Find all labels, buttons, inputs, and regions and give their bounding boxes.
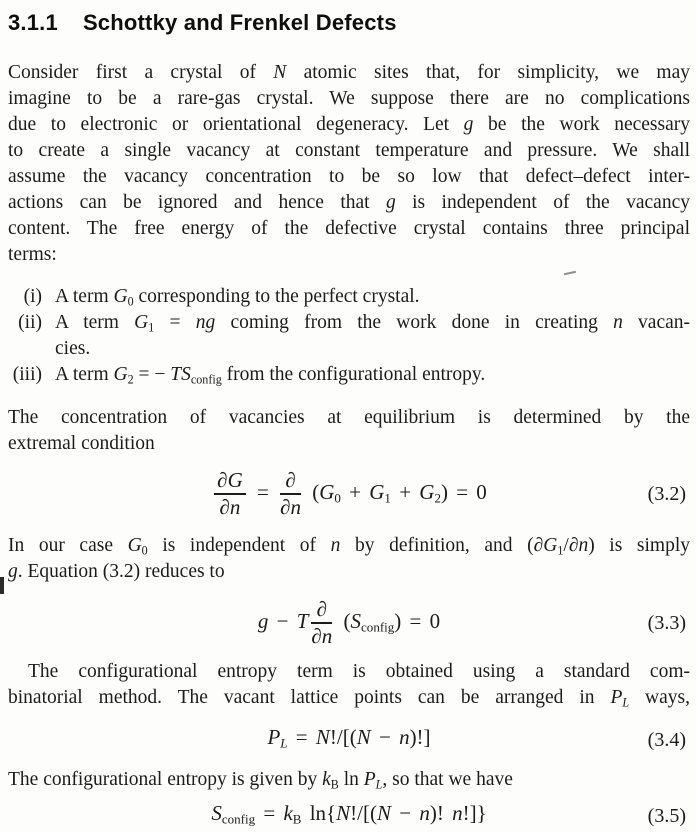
text-segment: )!]	[409, 725, 431, 749]
section-title: Schottky and Frenkel Defects	[82, 10, 397, 35]
math-segment: B	[330, 777, 339, 792]
text-line	[8, 405, 690, 431]
text-segment: be the work necessary	[473, 114, 690, 135]
math-segment: G	[127, 535, 142, 556]
text-segment: A term	[55, 312, 135, 333]
scan-artifact	[0, 577, 4, 594]
text-segment: ) = 0	[440, 479, 487, 504]
math-segment: 1	[148, 320, 155, 335]
text-segment: cies.	[55, 338, 91, 359]
text-segment: =	[248, 479, 278, 504]
math-segment: 1	[557, 543, 564, 558]
text-segment: The configurational entropy is given by	[8, 768, 323, 790]
text-line	[8, 767, 690, 793]
text-segment: =	[287, 725, 316, 749]
equation-3-3	[8, 595, 690, 651]
list-item-label: (iii)	[12, 364, 42, 385]
list-item	[8, 284, 690, 310]
text-segment: !]}	[462, 800, 487, 825]
text-segment: coming from the work done in creating	[215, 312, 614, 333]
math-segment: n	[452, 800, 463, 825]
text-segment: to create a single vacancy at constant temperature and pressure. We shall	[8, 140, 690, 161]
math-segment: G	[227, 467, 243, 492]
text-segment: ∂	[280, 495, 291, 519]
paragraph-intro	[8, 60, 690, 268]
math-segment: 2	[434, 490, 441, 506]
math-segment: N	[273, 62, 287, 83]
text-line	[8, 431, 690, 457]
text-segment: ln{	[301, 800, 337, 825]
math-segment: g	[8, 561, 18, 582]
section-heading	[8, 8, 690, 36]
math-segment: config	[190, 372, 222, 387]
math-segment: T	[296, 608, 309, 633]
text-line	[8, 533, 690, 559]
math-segment: L	[280, 735, 288, 751]
text-line	[8, 86, 690, 112]
list-item-label: (ii)	[18, 312, 42, 333]
section-number: 3.1.1	[8, 10, 58, 35]
math-segment: 0	[141, 543, 148, 558]
text-segment: ln	[338, 768, 364, 790]
equation-number: (3.5)	[647, 804, 686, 827]
equation-body	[211, 469, 487, 519]
equation-3-5	[8, 799, 690, 832]
text-segment: by definition, and (∂	[340, 535, 544, 556]
text-line	[55, 362, 690, 388]
text-line	[8, 190, 690, 216]
text-segment: due to electronic or orientational degeneracy. Let	[8, 114, 464, 135]
text-segment: A term	[55, 364, 114, 385]
math-segment: k	[322, 768, 331, 790]
math-segment: n	[578, 535, 589, 556]
math-segment: ng	[195, 312, 216, 333]
text-segment: ∂	[311, 624, 322, 648]
math-segment: G	[113, 364, 128, 385]
text-segment: ∂	[219, 495, 230, 519]
text-line	[55, 336, 690, 362]
text-segment: ∂	[285, 467, 296, 492]
list-item-text	[55, 310, 690, 362]
text-segment: corresponding to the perfect crystal.	[133, 286, 420, 307]
math-segment: S	[350, 608, 362, 633]
math-segment: 0	[334, 490, 341, 506]
scan-artifact	[564, 271, 576, 275]
math-segment: G	[419, 479, 435, 504]
math-segment: G	[369, 479, 385, 504]
math-segment: P	[363, 768, 376, 790]
math-segment: P	[267, 725, 281, 749]
equation-3-4	[8, 723, 690, 758]
text-segment: /∂	[563, 535, 579, 556]
text-segment: . Equation (3.2) reduces to	[17, 561, 225, 582]
text-segment: extremal condition	[8, 433, 155, 454]
terms-list	[8, 284, 690, 388]
math-segment: n	[290, 495, 301, 519]
fraction	[311, 598, 332, 648]
math-segment: G	[319, 479, 335, 504]
text-segment: =	[255, 800, 284, 825]
paragraph-entropy	[8, 767, 690, 793]
equation-body	[211, 799, 486, 832]
list-item	[8, 362, 690, 388]
math-segment: g	[385, 192, 396, 213]
text-line	[8, 659, 690, 685]
list-item-text	[55, 284, 690, 310]
text-segment: In our case	[8, 535, 128, 556]
math-segment: N	[356, 725, 371, 749]
text-segment: Consider first a crystal of	[8, 62, 274, 83]
text-segment: vacan-	[622, 312, 690, 333]
paragraph-equilibrium	[8, 405, 690, 457]
text-segment: terms:	[8, 244, 57, 265]
math-segment: N	[315, 725, 330, 749]
text-line	[8, 60, 690, 86]
text-line	[8, 242, 690, 268]
text-segment: imagine to be a rare-gas crystal. We suppose there are no complications	[8, 88, 690, 109]
equation-3-2	[8, 463, 690, 525]
list-item-text	[55, 362, 690, 388]
text-segment: −	[390, 800, 420, 825]
text-segment: binatorial method. The vacant lattice points can be arranged in	[8, 687, 611, 708]
text-segment: from the configurational entropy.	[221, 364, 486, 385]
text-segment: The configurational entropy term is obtained using a standard com-	[28, 661, 690, 682]
math-segment: n	[613, 312, 623, 333]
math-segment: 0	[127, 294, 134, 309]
math-segment: TS	[170, 364, 191, 385]
fraction	[280, 469, 301, 519]
fraction	[214, 469, 246, 519]
text-segment: A term	[55, 286, 114, 307]
equation-number: (3.3)	[647, 612, 686, 634]
math-segment: B	[292, 811, 302, 827]
math-segment: G	[543, 535, 558, 556]
text-line	[8, 685, 690, 711]
math-segment: L	[375, 777, 383, 792]
text-segment: ∂	[217, 467, 228, 492]
text-segment: atomic sites that, for simplicity, we may	[286, 62, 690, 83]
math-segment: n	[321, 624, 333, 648]
math-segment: S	[211, 800, 222, 825]
text-segment: ) is simply	[588, 535, 690, 556]
paragraph-combinatorial	[8, 659, 690, 711]
text-line	[8, 164, 690, 190]
text-segment: !/[(	[329, 725, 357, 749]
text-segment: −	[370, 725, 400, 749]
text-line	[55, 284, 690, 310]
text-segment: (	[335, 608, 351, 633]
text-line	[8, 559, 690, 585]
paragraph-reduction	[8, 533, 690, 585]
math-segment: g	[463, 114, 474, 135]
text-segment: ∂	[316, 596, 328, 621]
text-segment: = −	[133, 364, 171, 385]
math-segment: N	[376, 800, 391, 825]
text-segment: +	[390, 479, 420, 504]
math-segment: L	[622, 695, 630, 710]
text-segment: =	[154, 312, 196, 333]
math-segment: g	[257, 608, 269, 633]
text-segment: is independent of	[147, 535, 331, 556]
equation-body	[258, 598, 440, 648]
math-segment: G	[113, 286, 128, 307]
text-line	[55, 310, 690, 336]
text-line	[8, 138, 690, 164]
text-segment: The concentration of vacancies at equilibrium is determined by the	[8, 407, 690, 428]
math-segment: n	[399, 725, 410, 749]
text-segment: ways,	[629, 687, 690, 708]
list-item-label: (i)	[23, 286, 42, 307]
math-segment: n	[330, 535, 341, 556]
math-segment: 2	[127, 372, 134, 387]
text-segment: assume the vacancy concentration to be so low that defect–defect inter-	[8, 166, 690, 187]
equation-number: (3.4)	[647, 729, 686, 752]
text-segment: +	[340, 479, 370, 504]
math-segment: k	[283, 800, 293, 825]
text-segment: )!	[429, 800, 453, 825]
math-segment: P	[610, 687, 623, 708]
math-segment: n	[229, 495, 241, 519]
text-segment: , so that we have	[382, 768, 513, 790]
text-segment: −	[268, 608, 297, 633]
text-segment: content. The free energy of the defective crystal contains three principal	[8, 218, 690, 239]
list-item	[8, 310, 690, 362]
equation-number: (3.2)	[647, 483, 686, 505]
math-segment: n	[419, 800, 430, 825]
text-segment: !/[(	[350, 800, 377, 825]
math-segment: config	[221, 811, 256, 827]
math-segment: config	[361, 619, 395, 635]
text-line	[8, 112, 690, 138]
equation-body	[267, 723, 430, 758]
text-segment: ) = 0	[394, 608, 441, 633]
math-segment: N	[336, 800, 351, 825]
math-segment: G	[134, 312, 149, 333]
math-segment: 1	[384, 490, 391, 506]
text-line	[8, 216, 690, 242]
text-segment: is independent of the vacancy	[395, 192, 690, 213]
text-segment: (	[303, 479, 320, 504]
text-segment: actions can be ignored and hence that	[8, 192, 386, 213]
